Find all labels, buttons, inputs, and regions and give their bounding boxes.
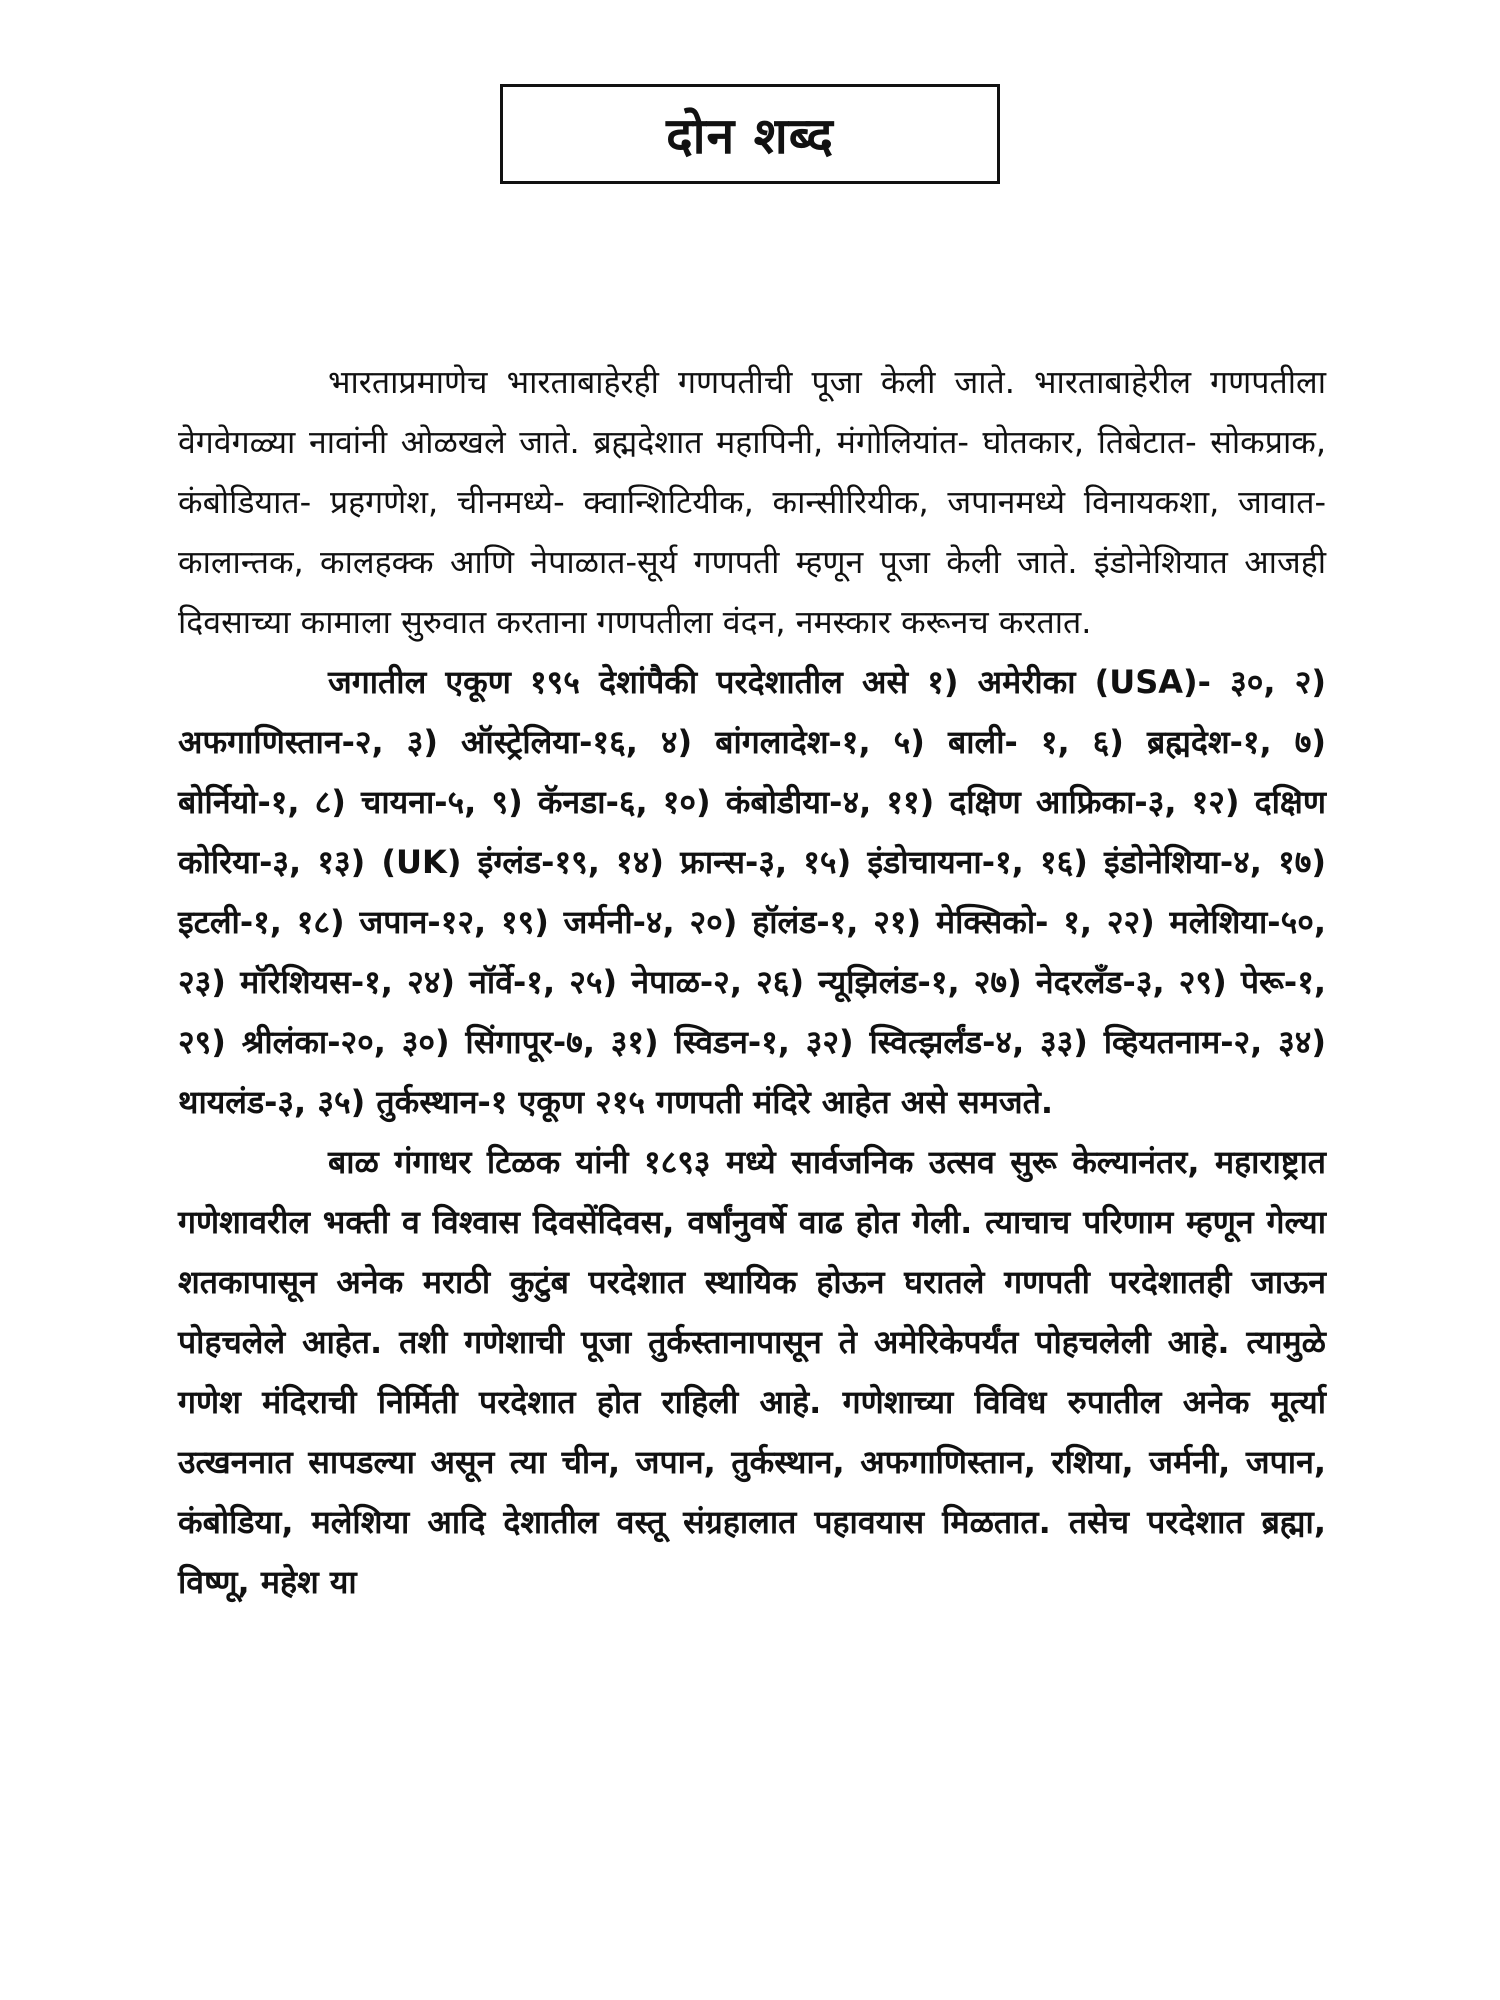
page-title: दोन शब्द xyxy=(666,107,834,165)
paragraph-tilak: बाळ गंगाधर टिळक यांनी १८९३ मध्ये सार्वजनिक उत्सव सुरू केल्यानंतर, महाराष्ट्रात गणेशावरील भक्ती व विश्वास दिवसेंदिवस, वर्षांनुवर्षे वाढ होत गेली. त्याचाच परिणाम म्हणून गेल्या शतकापासून अनेक मराठी कुटुंब परदेशात स्थायिक होऊन घरातले गणपती परदेशातही जाऊन पोहचलेले आहेत. तशी गणेशाची पूजा तुर्कस्तानापासून ते अमेरिकेपर्यंत पोहचलेली आहे. त्यामुळे गणेश मंदिराची निर्मिती परदेशात होत राहिली आहे. गणेशाच्या विविध रुपातील अनेक मूर्त्या उत्खननात सापडल्या असून त्या चीन, जपान, तुर्कस्थान, अफगाणिस्तान, रशिया, जर्मनी, जपान, कंबोडिया, मलेशिया आदि देशातील वस्तू संग्रहालात पहावयास मिळतात. तसेच परदेशात ब्रह्मा, विष्णू, महेश या xyxy=(178,1143,1326,1601)
body-text xyxy=(178,352,1326,1612)
title-box xyxy=(500,84,1000,184)
paragraph-intro: भारताप्रमाणेच भारताबाहेरही गणपतीची पूजा केली जाते. भारताबाहेरील गणपतीला वेगवेगळ्या नावांनी ओळखले जाते. ब्रह्मदेशात महापिनी, मंगोलियांत- घोतकार, तिबेटात- सोकप्राक, कंबोडियात- प्रहगणेश, चीनमध्ये- क्वान्शिटियीक, कान्सीरियीक, जपानमध्ये विनायकशा, जावात- कालान्तक, कालहक्क आणि नेपाळात-सूर्य गणपती म्हणून पूजा केली जाते. इंडोनेशियात आजही दिवसाच्या कामाला सुरुवात करताना गणपतीला वंदन, नमस्कार करूनच करतात. xyxy=(178,363,1326,641)
paragraph-temple-list: जगातील एकूण १९५ देशांपैकी परदेशातील असे १) अमेरीका (USA)- ३०, २) अफगाणिस्तान-२, ३) ऑस्ट्रेलिया-१६, ४) बांगलादेश-१, ५) बाली- १, ६) ब्रह्मदेश-१, ७) बोर्नियो-१, ८) चायना-५, ९) कॅनडा-६, १०) कंबोडीया-४, ११) दक्षिण आफ्रिका-३, १२) दक्षिण कोरिया-३, १३) (UK) इंग्लंड-१९, १४) फ्रान्स-३, १५) इंडोचायना-१, १६) इंडोनेशिया-४, १७) इटली-१, १८) जपान-१२, १९) जर्मनी-४, २०) हॉलंड-१, २१) मेक्सिको- १, २२) मलेशिया-५०, २३) मॉरेशियस-१, २४) नॉर्वे-१, २५) नेपाळ-२, २६) न्यूझिलंड-१, २७) नेदरलँड-३, २९) पेरू-१, २९) श्रीलंका-२०, ३०) सिंगापूर-७, ३१) स्विडन-१, ३२) स्वित्झर्लंड-४, ३३) व्हियतनाम-२, ३४) थायलंड-३, ३५) तुर्कस्थान-१ एकूण २१५ गणपती मंदिरे आहेत असे समजते. xyxy=(178,663,1326,1121)
